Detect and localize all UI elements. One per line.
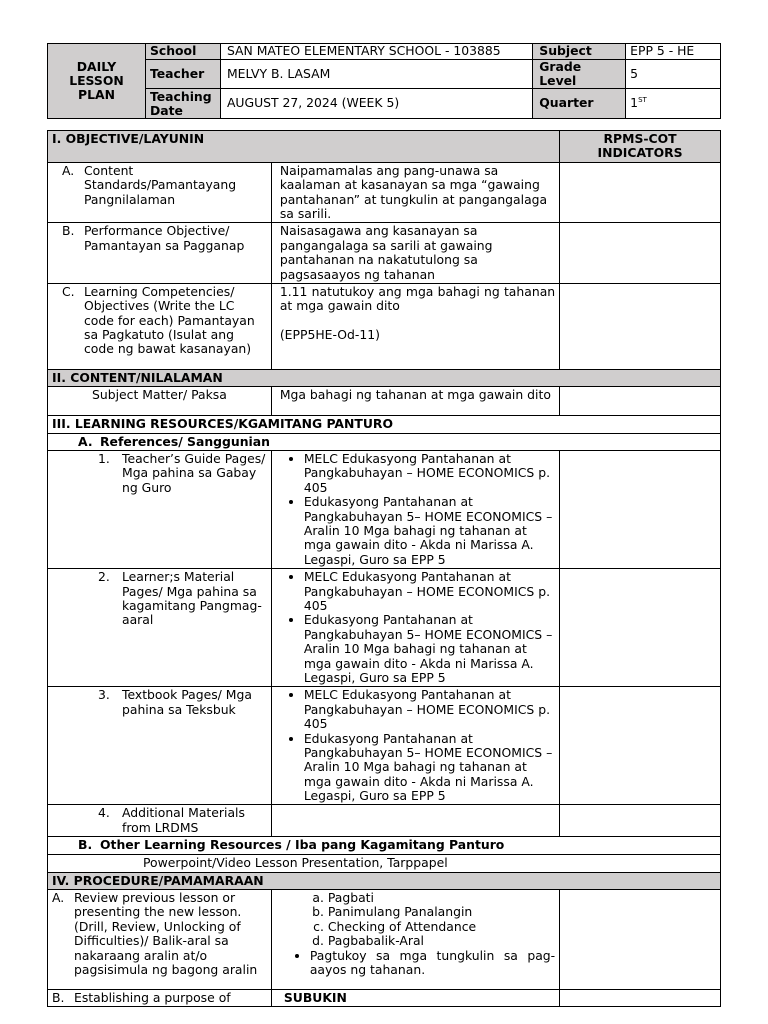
quarter-number: 1 bbox=[630, 95, 639, 111]
learning-competencies-label: Learning Competencies/ Objectives (Write the LC code for each) Pamantayan sa Pagkatuto (Isulat ang code ng bawat kasanayan) bbox=[84, 283, 255, 357]
learners-material-refs bbox=[271, 569, 559, 687]
item-letter-a: A. bbox=[52, 890, 65, 906]
subject-matter-value: Mga bahagi ng tahanan at mga gawain dito bbox=[271, 387, 559, 416]
learning-competencies-cell bbox=[48, 283, 272, 369]
item-number-3: 3. bbox=[98, 687, 110, 703]
rpms-cell bbox=[560, 890, 721, 990]
rpms-cell bbox=[560, 805, 721, 837]
rpms-cell bbox=[560, 569, 721, 687]
school-value: SAN MATEO ELEMENTARY SCHOOL - 103885 bbox=[220, 44, 532, 60]
subject-value: EPP 5 - HE bbox=[626, 44, 721, 60]
rpms-cell bbox=[560, 990, 721, 1007]
performance-objective-cell bbox=[48, 223, 272, 284]
item-number-2: 2. bbox=[98, 569, 110, 585]
item-number-4: 4. bbox=[98, 805, 110, 821]
references-heading: References/ Sanggunian bbox=[100, 433, 270, 449]
date-label: Teaching Date bbox=[145, 89, 220, 119]
teachers-guide-refs bbox=[271, 451, 559, 569]
school-label: School bbox=[145, 44, 220, 60]
activity-item: c. Checking of Attendance bbox=[328, 920, 555, 934]
other-resources-heading-cell bbox=[48, 837, 721, 855]
lesson-plan-table bbox=[47, 130, 721, 1007]
other-resources-value: Powerpoint/Video Lesson Presentation, Tarppapel bbox=[48, 855, 721, 872]
grade-label: Grade Level bbox=[533, 60, 626, 89]
ref-item: • MELC Edukasyong Pantahanan at Pangkabuhayan – HOME ECONOMICS p. 405 bbox=[304, 688, 555, 731]
additional-materials-value bbox=[271, 805, 559, 837]
item-number-1: 1. bbox=[98, 451, 110, 467]
grade-value: 5 bbox=[626, 60, 721, 89]
rpms-heading: RPMS-COT INDICATORS bbox=[560, 131, 721, 163]
content-standards-label: Content Standards/Pamantayang Pangnilalaman bbox=[84, 162, 237, 207]
date-value: AUGUST 27, 2024 (WEEK 5) bbox=[220, 89, 532, 119]
review-cell bbox=[48, 890, 272, 990]
subject-matter-label: Subject Matter/ Paksa bbox=[48, 387, 272, 416]
ref-item: • MELC Edukasyong Pantahanan at Pangkabuhayan – HOME ECONOMICS p. 405 bbox=[304, 570, 555, 613]
item-letter-b: B. bbox=[52, 990, 65, 1006]
activity-bullet: • Pagtukoy sa mga tungkulin sa pag-aayos ng tahanan. bbox=[310, 949, 555, 978]
ref-item: • Edukasyong Pantahanan at Pangkabuhayan 5– HOME ECONOMICS – Aralin 10 Mga bahagi ng tahanan at mga gawain dito - Akda ni Marissa A. Legaspi, Guro sa EPP 5 bbox=[304, 613, 555, 685]
ref-item: • Edukasyong Pantahanan at Pangkabuhayan 5– HOME ECONOMICS – Aralin 10 Mga bahagi ng tahanan at mga gawain dito - Akda ni Marissa A. Legaspi, Guro sa EPP 5 bbox=[304, 732, 555, 804]
header-table bbox=[47, 43, 721, 119]
teacher-label: Teacher bbox=[145, 60, 220, 89]
rpms-cell bbox=[560, 223, 721, 284]
content-standards-cell bbox=[48, 162, 272, 223]
textbook-label: Textbook Pages/ Mga pahina sa Teksbuk bbox=[122, 687, 252, 717]
item-letter-b: B. bbox=[78, 837, 93, 853]
teachers-guide-cell bbox=[48, 451, 272, 569]
learning-competencies-value-cell bbox=[271, 283, 559, 369]
item-letter-a: A. bbox=[62, 162, 75, 178]
performance-objective-label: Performance Objective/ Pamantayan sa Pagganap bbox=[84, 223, 245, 253]
subukin-label: SUBUKIN bbox=[271, 990, 559, 1007]
rpms-cell bbox=[560, 451, 721, 569]
lc-code: (EPP5HE-Od-11) bbox=[279, 326, 380, 342]
quarter-suffix: ST bbox=[638, 96, 647, 105]
purpose-label: Establishing a purpose of bbox=[74, 990, 231, 1006]
learning-competency: 1.11 natutukoy ang mga bahagi ng tahanan at mga gawain dito bbox=[279, 283, 556, 314]
rpms-cell bbox=[560, 687, 721, 805]
rpms-cell bbox=[560, 387, 721, 416]
additional-materials-cell bbox=[48, 805, 272, 837]
references-heading-cell bbox=[48, 433, 721, 450]
textbook-refs bbox=[271, 687, 559, 805]
ref-item: • Edukasyong Pantahanan at Pangkabuhayan 5– HOME ECONOMICS – Aralin 10 Mga bahagi ng tahanan at mga gawain dito - Akda ni Marissa A. Legaspi, Guro sa EPP 5 bbox=[304, 495, 555, 567]
activity-item: d. Pagbabalik-Aral bbox=[328, 934, 555, 948]
item-letter-a: A. bbox=[78, 433, 93, 449]
content-standards-value: Naipamamalas ang pang-unawa sa kaalaman at kasanayan sa mga “gawaing pantahanan” at tungkulin at pangangalaga sa sarili. bbox=[271, 162, 559, 223]
objective-heading: I. OBJECTIVE/LAYUNIN bbox=[48, 131, 560, 163]
textbook-cell bbox=[48, 687, 272, 805]
other-resources-heading: Other Learning Resources / Iba pang Kagamitang Panturo bbox=[100, 837, 505, 853]
activity-item: a. Pagbati bbox=[328, 891, 555, 905]
procedure-heading: IV. PROCEDURE/PAMAMARAAN bbox=[48, 872, 721, 889]
learners-material-label: Learner;s Material Pages/ Mga pahina sa kagamitang Pangmag-aaral bbox=[122, 569, 262, 628]
performance-objective-value: Naisasagawa ang kasanayan sa pangangalaga sa sarili at gawaing pantahanan na nakatutulong sa pagsasaayos ng tahanan bbox=[271, 223, 559, 284]
quarter-value bbox=[626, 89, 721, 119]
ref-item: • MELC Edukasyong Pantahanan at Pangkabuhayan – HOME ECONOMICS p. 405 bbox=[304, 452, 555, 495]
rpms-cell bbox=[560, 162, 721, 223]
review-label: Review previous lesson or presenting the new lesson. (Drill, Review, Unlocking of Difficulties)/ Balik-aral sa nakaraang aralin at/o pagsisimula ng bagong aralin bbox=[74, 890, 258, 977]
rpms-cell bbox=[560, 283, 721, 369]
teacher-value: MELVY B. LASAM bbox=[220, 60, 532, 89]
subject-label: Subject bbox=[533, 44, 626, 60]
item-letter-b: B. bbox=[62, 223, 75, 239]
content-heading: II. CONTENT/NILALAMAN bbox=[48, 369, 721, 386]
additional-materials-label: Additional Materials from LRDMS bbox=[122, 805, 245, 835]
quarter-label: Quarter bbox=[533, 89, 626, 119]
resources-heading: III. LEARNING RESOURCES/KGAMITANG PANTURO bbox=[48, 416, 721, 433]
learners-material-cell bbox=[48, 569, 272, 687]
activity-item: b. Panimulang Panalangin bbox=[328, 905, 555, 919]
item-letter-c: C. bbox=[62, 283, 75, 299]
dlp-title: DAILY LESSON PLAN bbox=[48, 44, 146, 119]
teachers-guide-label: Teacher’s Guide Pages/ Mga pahina sa Gabay ng Guro bbox=[122, 451, 266, 495]
review-activities bbox=[271, 890, 559, 990]
purpose-cell bbox=[48, 990, 272, 1007]
